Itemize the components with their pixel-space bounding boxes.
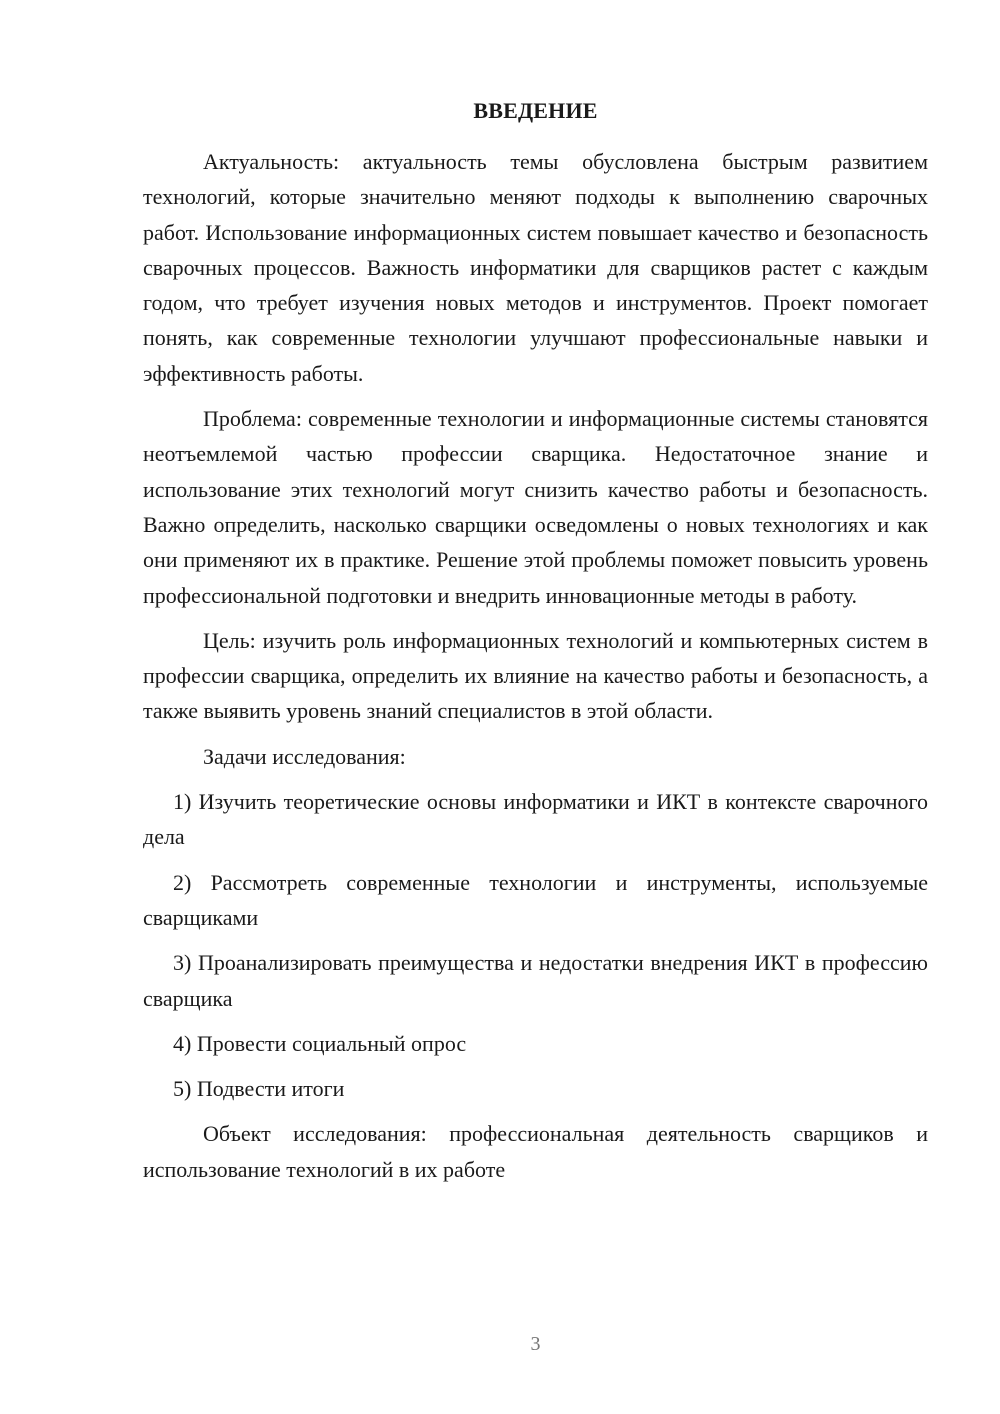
paragraph-object: Объект исследования: профессиональная деятельность сварщиков и использование технологий в их работе — [143, 1121, 928, 1182]
task-item-4: 4) Провести социальный опрос — [173, 1030, 467, 1056]
task-item-3: 3) Проанализировать преимущества и недостатки внедрения ИКТ в профессию сварщика — [143, 950, 928, 1011]
task-item-1: 1) Изучить теоретические основы информатики и ИКТ в контексте сварочного дела — [143, 789, 928, 850]
tasks-heading: Задачи исследования: — [203, 743, 406, 769]
page-title: ВВЕДЕНИЕ — [473, 98, 598, 123]
document-body — [143, 144, 928, 1197]
paragraph-relevance: Актуальность: актуальность темы обусловлена быстрым развитием технологий, которые значительно меняют подходы к выполнению сварочных работ. Использование информационных систем повышает качество и безопасность сварочных процессов. Важность информатики для сварщиков растет с каждым годом, что требует изучения новых методов и инструментов. Проект помогает понять, как современные технологии улучшают профессиональные навыки и эффективность работы. — [143, 149, 928, 386]
document-page — [143, 0, 928, 1414]
paragraph-problem: Проблема: современные технологии и информационные системы становятся неотъемлемой частью профессии сварщика. Недостаточное знание и использование этих технологий могут снизить качество работы и безопасность. Важно определить, насколько сварщики осведомлены о новых технологиях и как они применяют их в практике. Решение этой проблемы поможет повысить уровень профессиональной подготовки и внедрить инновационные методы в работу. — [143, 406, 928, 608]
task-item-2: 2) Рассмотреть современные технологии и инструменты, используемые сварщиками — [143, 869, 928, 930]
task-item-5: 5) Подвести итоги — [173, 1076, 345, 1102]
paragraph-goal: Цель: изучить роль информационных технологий и компьютерных систем в профессии сварщика, определить их влияние на качество работы и безопасность, а также выявить уровень знаний специалистов в этой области. — [143, 627, 928, 724]
page-number: 3 — [530, 1333, 541, 1355]
